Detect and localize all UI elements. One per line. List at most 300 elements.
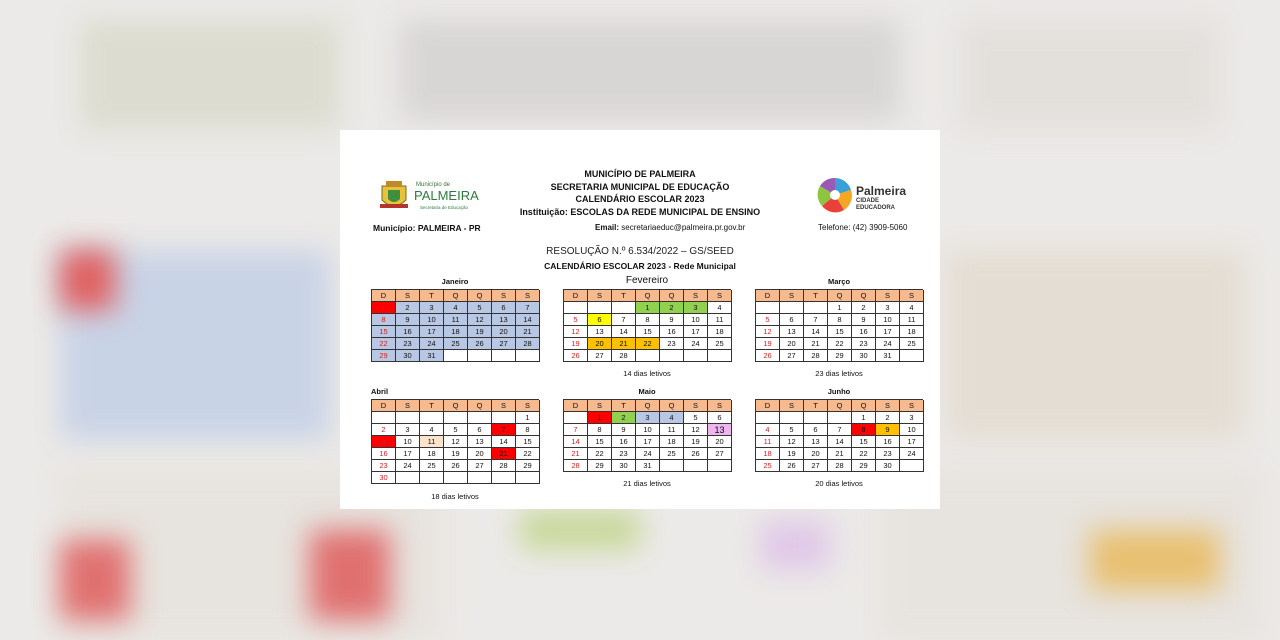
day-cell: 19	[756, 338, 780, 350]
day-cell: 6	[588, 314, 612, 326]
weekday-header: S	[780, 400, 804, 412]
day-cell: 9	[612, 424, 636, 436]
day-cell: 6	[708, 412, 732, 424]
day-cell: 17	[876, 326, 900, 338]
day-cell: 7	[828, 424, 852, 436]
day-cell: 27	[804, 460, 828, 472]
day-cell: 26	[444, 460, 468, 472]
day-cell: 22	[516, 448, 540, 460]
day-cell: 16	[876, 436, 900, 448]
day-cell: 2	[372, 424, 396, 436]
day-cell: 25	[444, 338, 468, 350]
day-cell: 27	[468, 460, 492, 472]
weekday-header: D	[372, 400, 396, 412]
day-cell	[804, 302, 828, 314]
day-cell: 19	[684, 436, 708, 448]
day-cell: 23	[852, 338, 876, 350]
month-junho	[755, 387, 923, 488]
day-cell: 25	[756, 460, 780, 472]
day-cell	[780, 302, 804, 314]
day-cell: 19	[468, 326, 492, 338]
day-cell: 1	[516, 412, 540, 424]
day-cell: 12	[444, 436, 468, 448]
day-cell: 16	[612, 436, 636, 448]
day-cell: 30	[396, 350, 420, 362]
day-cell	[468, 412, 492, 424]
day-cell: 8	[588, 424, 612, 436]
weekday-header: S	[684, 400, 708, 412]
day-cell: 17	[900, 436, 924, 448]
weekday-header: S	[708, 290, 732, 302]
day-cell: 26	[468, 338, 492, 350]
day-cell: 15	[372, 326, 396, 338]
day-cell: 19	[564, 338, 588, 350]
weekday-header: S	[900, 290, 924, 302]
day-cell	[900, 350, 924, 362]
day-cell	[468, 350, 492, 362]
day-cell: 26	[564, 350, 588, 362]
day-cell	[612, 302, 636, 314]
day-cell: 28	[564, 460, 588, 472]
weekday-header: D	[564, 400, 588, 412]
day-cell: 28	[804, 350, 828, 362]
day-cell: 5	[444, 424, 468, 436]
municipio-label: Município: PALMEIRA - PR	[373, 223, 481, 233]
day-cell: 19	[780, 448, 804, 460]
day-cell: 10	[876, 314, 900, 326]
day-cell: 9	[660, 314, 684, 326]
day-cell	[780, 412, 804, 424]
day-cell: 13	[780, 326, 804, 338]
day-cell: 12	[780, 436, 804, 448]
day-cell: 2	[876, 412, 900, 424]
day-cell: 7	[564, 424, 588, 436]
day-cell: 21	[492, 448, 516, 460]
day-cell: 2	[396, 302, 420, 314]
day-cell: 3	[876, 302, 900, 314]
weekday-header: S	[516, 290, 540, 302]
weekday-header: T	[612, 290, 636, 302]
day-cell: 23	[396, 338, 420, 350]
day-cell: 11	[756, 436, 780, 448]
day-cell: 29	[828, 350, 852, 362]
day-cell: 4	[708, 302, 732, 314]
day-cell: 29	[588, 460, 612, 472]
day-cell: 22	[588, 448, 612, 460]
day-cell: 18	[660, 436, 684, 448]
day-cell: 31	[636, 460, 660, 472]
day-cell	[444, 412, 468, 424]
month-title: Fevereiro	[625, 275, 669, 286]
day-cell: 10	[900, 424, 924, 436]
day-cell: 11	[708, 314, 732, 326]
day-cell: 25	[900, 338, 924, 350]
day-cell: 29	[516, 460, 540, 472]
day-cell: 13	[708, 424, 732, 436]
day-cell: 24	[684, 338, 708, 350]
day-cell: 27	[492, 338, 516, 350]
month-title: Maio	[638, 387, 656, 396]
weekday-header: D	[756, 290, 780, 302]
day-cell: 30	[372, 472, 396, 484]
day-cell: 30	[852, 350, 876, 362]
day-cell: 17	[396, 448, 420, 460]
day-cell: 15	[588, 436, 612, 448]
day-cell	[420, 412, 444, 424]
day-cell: 16	[396, 326, 420, 338]
day-cell: 28	[828, 460, 852, 472]
day-cell: 26	[684, 448, 708, 460]
day-cell: 15	[516, 436, 540, 448]
day-cell: 4	[420, 424, 444, 436]
weekday-header: S	[396, 290, 420, 302]
day-cell: 22	[828, 338, 852, 350]
day-cell	[660, 350, 684, 362]
day-cell: 2	[660, 302, 684, 314]
day-cell	[396, 472, 420, 484]
weekday-header: D	[564, 290, 588, 302]
logo-name: PALMEIRA	[414, 188, 479, 203]
day-cell: 14	[612, 326, 636, 338]
day-cell	[828, 412, 852, 424]
day-cell: 5	[780, 424, 804, 436]
weekday-header: S	[876, 290, 900, 302]
day-cell: 10	[396, 436, 420, 448]
day-cell: 3	[900, 412, 924, 424]
month-março	[755, 277, 923, 378]
day-cell: 12	[468, 314, 492, 326]
day-cell: 31	[420, 350, 444, 362]
weekday-header: Q	[636, 400, 660, 412]
day-cell: 14	[828, 436, 852, 448]
day-cell: 31	[876, 350, 900, 362]
day-cell	[564, 302, 588, 314]
day-cell: 13	[804, 436, 828, 448]
day-cell: 9	[372, 436, 396, 448]
day-cell: 1	[636, 302, 660, 314]
day-cell: 7	[492, 424, 516, 436]
day-cell	[756, 412, 780, 424]
day-cell	[396, 412, 420, 424]
month-title: Abril	[371, 387, 389, 396]
day-cell	[468, 472, 492, 484]
day-cell: 20	[804, 448, 828, 460]
day-cell	[804, 412, 828, 424]
day-cell: 30	[876, 460, 900, 472]
day-cell: 22	[636, 338, 660, 350]
day-cell: 8	[852, 424, 876, 436]
day-cell: 10	[636, 424, 660, 436]
day-cell: 29	[372, 350, 396, 362]
day-cell: 22	[852, 448, 876, 460]
weekday-header: T	[804, 290, 828, 302]
day-cell	[420, 472, 444, 484]
day-cell: 8	[636, 314, 660, 326]
calendar-document	[340, 130, 940, 509]
logo-right-name: Palmeira	[856, 184, 907, 198]
weekday-header: S	[876, 400, 900, 412]
month-grid	[755, 289, 923, 362]
month-title: Janeiro	[441, 277, 469, 286]
day-cell: 14	[804, 326, 828, 338]
weekday-header: Q	[828, 400, 852, 412]
day-cell: 6	[492, 302, 516, 314]
day-cell: 3	[396, 424, 420, 436]
day-cell	[900, 460, 924, 472]
dias-letivos-label: 14 dias letivos	[623, 369, 671, 378]
weekday-header: Q	[660, 290, 684, 302]
day-cell: 4	[660, 412, 684, 424]
day-cell: 13	[492, 314, 516, 326]
month-maio	[563, 387, 731, 488]
logo-right-tag2: EDUCADORA	[856, 205, 895, 211]
day-cell: 18	[756, 448, 780, 460]
day-cell: 8	[828, 314, 852, 326]
day-cell: 24	[636, 448, 660, 460]
day-cell: 21	[804, 338, 828, 350]
day-cell: 4	[444, 302, 468, 314]
email-label: Email:	[595, 223, 620, 232]
weekday-header: Q	[468, 290, 492, 302]
day-cell	[660, 460, 684, 472]
day-cell	[492, 412, 516, 424]
day-cell: 1	[372, 302, 396, 314]
day-cell: 17	[684, 326, 708, 338]
dias-letivos-label: 20 dias letivos	[815, 479, 863, 488]
day-cell: 15	[852, 436, 876, 448]
day-cell: 9	[876, 424, 900, 436]
month-grid	[563, 289, 731, 362]
day-cell: 23	[660, 338, 684, 350]
day-cell: 7	[804, 314, 828, 326]
day-cell: 9	[852, 314, 876, 326]
day-cell	[708, 460, 732, 472]
day-cell: 11	[900, 314, 924, 326]
day-cell: 10	[684, 314, 708, 326]
day-cell: 3	[636, 412, 660, 424]
day-cell: 18	[444, 326, 468, 338]
weekday-header: T	[612, 400, 636, 412]
month-fevereiro	[563, 275, 731, 378]
weekday-header: T	[420, 290, 444, 302]
day-cell: 1	[588, 412, 612, 424]
day-cell: 21	[612, 338, 636, 350]
day-cell: 24	[396, 460, 420, 472]
month-title: Março	[827, 277, 851, 286]
day-cell	[516, 350, 540, 362]
day-cell: 12	[756, 326, 780, 338]
day-cell: 24	[876, 338, 900, 350]
telefone: Telefone: (42) 3909-5060	[818, 223, 908, 232]
day-cell: 8	[516, 424, 540, 436]
day-cell: 13	[588, 326, 612, 338]
weekday-header: S	[492, 290, 516, 302]
day-cell: 16	[852, 326, 876, 338]
weekday-header: S	[588, 400, 612, 412]
day-cell: 18	[420, 448, 444, 460]
document-header	[340, 168, 940, 218]
day-cell: 11	[444, 314, 468, 326]
day-cell: 28	[492, 460, 516, 472]
email-address: secretariaeduc@palmeira.pr.gov.br	[621, 223, 746, 232]
month-grid	[371, 399, 539, 484]
day-cell: 24	[420, 338, 444, 350]
day-cell: 2	[612, 412, 636, 424]
weekday-header: S	[684, 290, 708, 302]
day-cell: 12	[564, 326, 588, 338]
day-cell	[684, 460, 708, 472]
weekday-header: D	[372, 290, 396, 302]
day-cell: 16	[660, 326, 684, 338]
weekday-header: Q	[660, 400, 684, 412]
day-cell	[492, 350, 516, 362]
day-cell: 30	[612, 460, 636, 472]
month-janeiro	[371, 277, 539, 362]
day-cell: 11	[420, 436, 444, 448]
day-cell: 5	[564, 314, 588, 326]
weekday-header: S	[516, 400, 540, 412]
weekday-header: Q	[636, 290, 660, 302]
weekday-header: Q	[852, 290, 876, 302]
weekday-header: S	[396, 400, 420, 412]
day-cell: 5	[468, 302, 492, 314]
day-cell: 23	[876, 448, 900, 460]
resolucao-title: RESOLUÇÃO N.º 6.534/2022 – GS/SEED	[546, 246, 734, 257]
weekday-header: Q	[852, 400, 876, 412]
day-cell: 6	[780, 314, 804, 326]
day-cell: 24	[900, 448, 924, 460]
day-cell: 26	[756, 350, 780, 362]
day-cell: 3	[684, 302, 708, 314]
day-cell: 15	[828, 326, 852, 338]
day-cell: 2	[852, 302, 876, 314]
day-cell: 27	[588, 350, 612, 362]
day-cell: 27	[708, 448, 732, 460]
day-cell: 3	[420, 302, 444, 314]
month-grid	[755, 399, 923, 472]
day-cell: 23	[612, 448, 636, 460]
day-cell	[756, 302, 780, 314]
day-cell: 25	[420, 460, 444, 472]
weekday-header: T	[420, 400, 444, 412]
header-line-2: SECRETARIA MUNICIPAL DE EDUCAÇÃO	[550, 181, 730, 192]
day-cell: 19	[444, 448, 468, 460]
day-cell: 14	[492, 436, 516, 448]
logo-tag: Secretaria de Educação	[420, 205, 469, 210]
day-cell: 20	[708, 436, 732, 448]
month-title: Junho	[827, 387, 851, 396]
day-cell: 20	[468, 448, 492, 460]
day-cell: 20	[780, 338, 804, 350]
weekday-header: Q	[444, 290, 468, 302]
day-cell: 18	[708, 326, 732, 338]
day-cell: 7	[612, 314, 636, 326]
day-cell	[708, 350, 732, 362]
dias-letivos-label: 23 dias letivos	[815, 369, 863, 378]
day-cell: 18	[900, 326, 924, 338]
weekday-header: Q	[444, 400, 468, 412]
day-cell: 27	[780, 350, 804, 362]
day-cell: 4	[756, 424, 780, 436]
day-cell: 21	[828, 448, 852, 460]
day-cell: 1	[828, 302, 852, 314]
day-cell: 6	[804, 424, 828, 436]
weekday-header: D	[756, 400, 780, 412]
day-cell: 21	[516, 326, 540, 338]
day-cell: 14	[564, 436, 588, 448]
day-cell: 20	[588, 338, 612, 350]
day-cell: 21	[564, 448, 588, 460]
header-line-1: MUNICÍPIO DE PALMEIRA	[584, 169, 696, 179]
month-abril	[371, 387, 539, 501]
day-cell: 25	[708, 338, 732, 350]
day-cell: 7	[516, 302, 540, 314]
logo-small-text: Município de	[416, 182, 451, 188]
weekday-header: T	[804, 400, 828, 412]
day-cell: 20	[492, 326, 516, 338]
day-cell	[444, 350, 468, 362]
day-cell: 1	[852, 412, 876, 424]
day-cell: 14	[516, 314, 540, 326]
day-cell: 23	[372, 460, 396, 472]
day-cell: 4	[900, 302, 924, 314]
day-cell: 13	[468, 436, 492, 448]
day-cell	[516, 472, 540, 484]
day-cell	[588, 302, 612, 314]
weekday-header: S	[780, 290, 804, 302]
day-cell	[636, 350, 660, 362]
dias-letivos-label: 21 dias letivos	[623, 479, 671, 488]
day-cell: 28	[516, 338, 540, 350]
day-cell: 26	[780, 460, 804, 472]
weekday-header: S	[900, 400, 924, 412]
day-cell: 12	[684, 424, 708, 436]
month-grid	[563, 399, 731, 472]
day-cell: 15	[636, 326, 660, 338]
dias-letivos-label: 18 dias letivos	[431, 492, 479, 501]
weekday-header: Q	[468, 400, 492, 412]
calendar-subtitle: CALENDÁRIO ESCOLAR 2023 - Rede Municipal	[544, 261, 736, 271]
day-cell: 16	[372, 448, 396, 460]
day-cell: 22	[372, 338, 396, 350]
day-cell: 8	[372, 314, 396, 326]
day-cell	[372, 412, 396, 424]
header-line-3: CALENDÁRIO ESCOLAR 2023	[575, 194, 705, 204]
day-cell: 5	[756, 314, 780, 326]
day-cell: 11	[660, 424, 684, 436]
day-cell: 10	[420, 314, 444, 326]
day-cell: 6	[468, 424, 492, 436]
email-line	[595, 223, 745, 232]
weekday-header: S	[708, 400, 732, 412]
day-cell: 25	[660, 448, 684, 460]
logo-right-tag1: CIDADE	[856, 198, 880, 204]
day-cell: 17	[636, 436, 660, 448]
header-line-4: Instituição: ESCOLAS DA REDE MUNICIPAL DE ENSINO	[519, 206, 761, 217]
day-cell	[684, 350, 708, 362]
day-cell: 29	[852, 460, 876, 472]
weekday-header: S	[588, 290, 612, 302]
day-cell: 17	[420, 326, 444, 338]
day-cell: 28	[612, 350, 636, 362]
month-grid	[371, 289, 539, 362]
day-cell	[564, 412, 588, 424]
day-cell: 9	[396, 314, 420, 326]
day-cell: 5	[684, 412, 708, 424]
weekday-header: S	[492, 400, 516, 412]
weekday-header: Q	[828, 290, 852, 302]
day-cell	[444, 472, 468, 484]
